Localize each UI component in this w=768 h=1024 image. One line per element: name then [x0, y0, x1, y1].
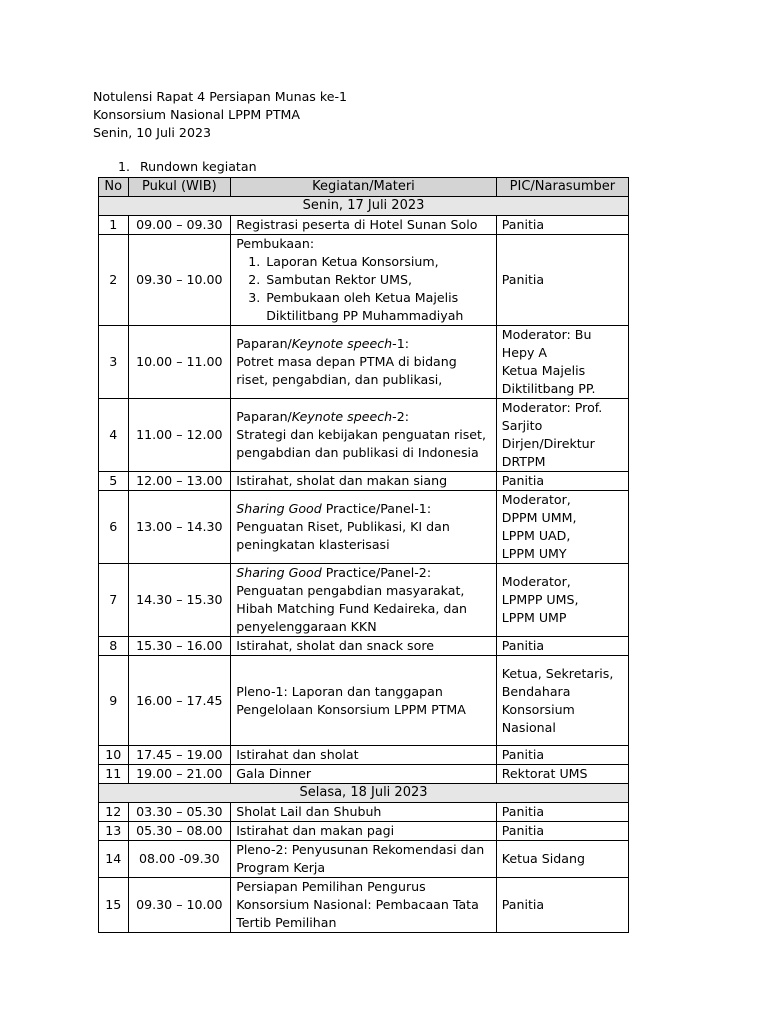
pic-line: LPPM UAD,	[501, 528, 571, 543]
activity-italic: Keynote speech	[291, 336, 393, 351]
row-no: 2	[99, 235, 129, 326]
list-item: 3. Pembukaan oleh Ketua Majelis Diktilitbang PP Muhammadiyah	[264, 289, 491, 325]
row-time: 19.00 – 21.00	[128, 765, 231, 784]
header-activity: Kegiatan/Materi	[231, 178, 497, 197]
row-time: 11.00 – 12.00	[128, 399, 231, 472]
activity-lead: Pembukaan:	[236, 236, 315, 251]
row-time: 15.30 – 16.00	[128, 637, 231, 656]
activity-detail: Strategi dan kebijakan penguatan riset, pengabdian dan publikasi di Indonesia	[236, 427, 486, 460]
pic-line: Moderator,	[501, 492, 571, 507]
activity-prefix: Paparan/	[236, 409, 292, 424]
row-pic: Panitia	[496, 235, 628, 326]
row-activity: Istirahat dan sholat	[231, 746, 497, 765]
row-no: 8	[99, 637, 129, 656]
activity-suffix: -2:	[392, 409, 409, 424]
rundown-table	[98, 177, 629, 933]
activity-heading	[236, 564, 491, 582]
row-no: 7	[99, 564, 129, 637]
pic-line: LPPM UMY	[501, 546, 567, 561]
row-time: 14.30 – 15.30	[128, 564, 231, 637]
row-pic: Panitia	[496, 822, 628, 841]
table-row	[99, 491, 629, 564]
row-activity: Pleno-2: Penyusunan Rekomendasi dan Program Kerja	[231, 841, 497, 878]
row-pic	[496, 656, 628, 746]
table-row	[99, 803, 629, 822]
row-time: 16.00 – 17.45	[128, 656, 231, 746]
activity-suffix: -1:	[392, 336, 409, 351]
table-row	[99, 878, 629, 933]
section-title: Rundown kegiatan	[140, 159, 257, 174]
row-activity: Istirahat, sholat dan snack sore	[231, 637, 497, 656]
activity-suffix: Practice/Panel-2:	[321, 565, 432, 580]
pic-line: Dirjen/Direktur DRTPM	[501, 436, 595, 469]
row-time: 09.00 – 09.30	[128, 216, 231, 235]
row-time: 09.30 – 10.00	[128, 878, 231, 933]
row-no: 6	[99, 491, 129, 564]
row-activity	[231, 326, 497, 399]
row-activity: Sholat Lail dan Shubuh	[231, 803, 497, 822]
row-pic: Panitia	[496, 878, 628, 933]
activity-suffix: Practice/Panel-1:	[321, 501, 432, 516]
row-no: 10	[99, 746, 129, 765]
pic-line: Moderator: Prof. Sarjito	[501, 400, 603, 433]
row-no: 3	[99, 326, 129, 399]
day-row-2	[99, 784, 629, 803]
activity-heading	[236, 408, 491, 426]
section-number: 1.	[118, 159, 131, 174]
header-time: Pukul (WIB)	[128, 178, 231, 197]
table-row	[99, 822, 629, 841]
row-activity	[231, 564, 497, 637]
header-pic: PIC/Narasumber	[496, 178, 628, 197]
activity-detail: Penguatan pengabdian masyarakat, Hibah Matching Fund Kedaireka, dan penyelenggaraan KKN	[236, 583, 468, 634]
list-item: 1. Laporan Ketua Konsorsium,	[264, 253, 491, 271]
row-activity: Registrasi peserta di Hotel Sunan Solo	[231, 216, 497, 235]
row-pic	[496, 564, 628, 637]
row-no: 13	[99, 822, 129, 841]
activity-heading	[236, 335, 491, 353]
header-no: No	[99, 178, 129, 197]
activity-detail: Potret masa depan PTMA di bidang riset, pengabdian, dan publikasi,	[236, 354, 457, 387]
row-time: 05.30 – 08.00	[128, 822, 231, 841]
row-pic: Panitia	[496, 637, 628, 656]
activity-detail: Penguatan Riset, Publikasi, KI dan peningkatan klasterisasi	[236, 519, 450, 552]
pic-line: LPMPP UMS,	[501, 592, 579, 607]
row-activity: Gala Dinner	[231, 765, 497, 784]
row-time: 03.30 – 05.30	[128, 803, 231, 822]
row-time: 17.45 – 19.00	[128, 746, 231, 765]
table-row	[99, 472, 629, 491]
table-row	[99, 765, 629, 784]
activity-italic: Sharing Good	[236, 565, 322, 580]
pic-line: Moderator: Bu Hepy A	[501, 327, 592, 360]
row-activity	[231, 491, 497, 564]
row-pic: Panitia	[496, 746, 628, 765]
row-activity	[231, 235, 497, 326]
pic-line: DPPM UMM,	[501, 510, 577, 525]
row-pic: Ketua Sidang	[496, 841, 628, 878]
row-activity	[231, 399, 497, 472]
row-no: 14	[99, 841, 129, 878]
row-no: 12	[99, 803, 129, 822]
row-activity: Istirahat, sholat dan makan siang	[231, 472, 497, 491]
table-row	[99, 656, 629, 746]
pic-line: Ketua, Sekretaris,	[501, 665, 614, 681]
row-no: 9	[99, 656, 129, 746]
table-row	[99, 746, 629, 765]
row-no: 15	[99, 878, 129, 933]
row-time: 10.00 – 11.00	[128, 326, 231, 399]
row-time: 08.00 -09.30	[128, 841, 231, 878]
table-row	[99, 399, 629, 472]
pic-line: Bendahara Konsorsium Nasional	[501, 683, 575, 735]
activity-prefix: Paparan/	[236, 336, 292, 351]
row-pic: Panitia	[496, 472, 628, 491]
row-time: 13.00 – 14.30	[128, 491, 231, 564]
row-pic: Rektorat UMS	[496, 765, 628, 784]
list-item: 2. Sambutan Rektor UMS,	[264, 271, 491, 289]
row-no: 1	[99, 216, 129, 235]
day-row-1	[99, 197, 629, 216]
activity-italic: Sharing Good	[236, 501, 322, 516]
activity-italic: Keynote speech	[291, 409, 393, 424]
table-header-row	[99, 178, 629, 197]
table-row	[99, 326, 629, 399]
activity-heading	[236, 500, 491, 518]
day-label: Senin, 17 Juli 2023	[99, 197, 629, 216]
table-row	[99, 564, 629, 637]
row-pic	[496, 326, 628, 399]
section-heading	[118, 159, 257, 175]
row-pic: Panitia	[496, 216, 628, 235]
table-row	[99, 216, 629, 235]
activity-list	[236, 253, 491, 325]
row-time: 09.30 – 10.00	[128, 235, 231, 326]
row-activity: Persiapan Pemilihan Pengurus Konsorsium Nasional: Pembacaan Tata Tertib Pemilihan	[231, 878, 497, 933]
row-pic	[496, 491, 628, 564]
row-no: 5	[99, 472, 129, 491]
pic-line: Ketua Majelis Diktilitbang PP.	[501, 363, 596, 396]
header-organization: Konsorsium Nasional LPPM PTMA	[93, 107, 301, 122]
day-label: Selasa, 18 Juli 2023	[99, 784, 629, 803]
row-activity: Pleno-1: Laporan dan tanggapan Pengelolaan Konsorsium LPPM PTMA	[231, 656, 497, 746]
header-date: Senin, 10 Juli 2023	[93, 125, 211, 140]
row-no: 11	[99, 765, 129, 784]
pic-line: LPPM UMP	[501, 610, 567, 625]
row-no: 4	[99, 399, 129, 472]
header-title: Notulensi Rapat 4 Persiapan Munas ke-1	[93, 89, 348, 104]
table-row	[99, 637, 629, 656]
table-row	[99, 841, 629, 878]
row-pic: Panitia	[496, 803, 628, 822]
row-pic	[496, 399, 628, 472]
document-header	[93, 88, 347, 142]
pic-line: Moderator,	[501, 574, 571, 589]
table-row	[99, 235, 629, 326]
row-time: 12.00 – 13.00	[128, 472, 231, 491]
row-activity: Istirahat dan makan pagi	[231, 822, 497, 841]
